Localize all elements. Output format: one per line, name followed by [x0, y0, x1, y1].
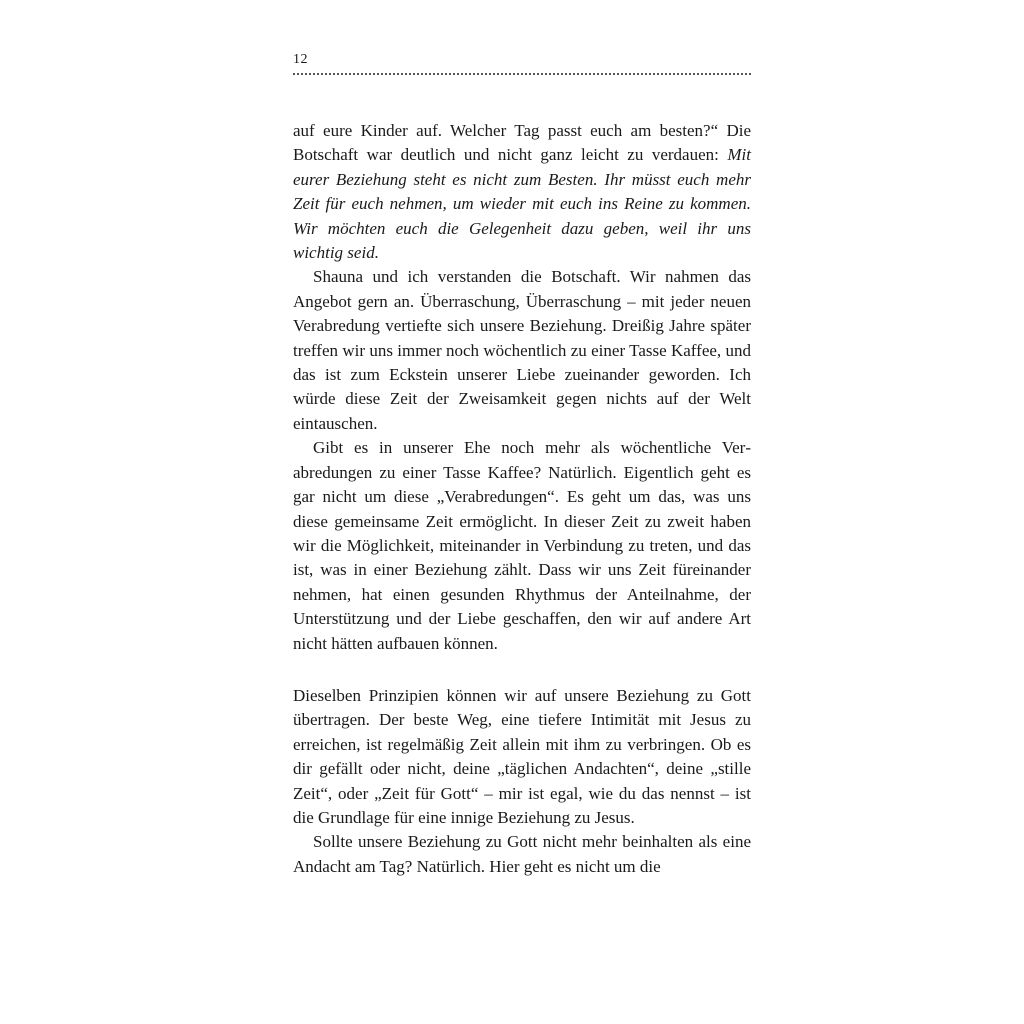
paragraph-5: Sollte unsere Beziehung zu Gott nicht mehr beinhalten als eine Andacht am Tag? Natürlich. Hier geht es nicht um die: [293, 832, 751, 876]
paragraph-3: Gibt es in unserer Ehe noch mehr als wöchentliche Verabredungen zu einer Tasse Kaffee? Natürlich. Eigentlich geht es gar nicht um diese „Verabredungen“. Es geht um das, was uns diese gemeinsame Zeit ermöglicht. In dieser Zeit zu zweit haben wir die Möglichkeit, miteinander in Verbindung zu treten, und das ist, was in einer Beziehung zählt. Dass wir uns Zeit füreinander nehmen, hat einen gesunden Rhythmus der Anteilnahme, der Unterstützung und der Liebe geschaffen, den wir auf andere Art nicht hätten aufbauen können.: [293, 438, 751, 653]
paragraph-1-text: auf eure Kinder auf. Welcher Tag passt euch am besten?“ Die Botschaft war deutlich und nicht ganz leicht zu verdauen:: [293, 121, 751, 165]
paragraph-1: [293, 119, 751, 265]
page-number: 12: [293, 52, 308, 67]
text-section-1: [293, 119, 751, 656]
paragraph-4: Dieselben Prinzipien können wir auf unsere Beziehung zu Gott übertragen. Der beste Weg, eine tiefere Intimität mit Jesus zu erreichen, ist regelmäßig Zeit allein mit ihm zu verbringen. Ob es dir gefällt oder nicht, deine „täglichen Andachten“, deine „stille Zeit“, oder „Zeit für Gott“ – mir ist egal, wie du das nennst – ist die Grundlage für eine innige Beziehung zu Jesus.: [293, 686, 751, 828]
paragraph-2: Shauna und ich verstanden die Botschaft. Wir nahmen das Angebot gern an. Überraschung, Überraschung – mit jeder neuen Verabredung vertiefte sich unsere Beziehung. Dreißig Jahre später treffen wir uns immer noch wöchentlich zu einer Tasse Kaffee, und das ist zum Eckstein unserer Liebe zueinander geworden. Ich würde diese Zeit der Zweisamkeit gegen nichts auf der Welt eintauschen.: [293, 267, 751, 433]
header-dotted-rule: [293, 73, 751, 75]
paragraph-1-italic: Mit eurer Beziehung steht es nicht zum Besten. Ihr müsst euch mehr Zeit für euch nehmen, um wieder mit euch ins Reine zu kommen. Wir möchten euch die Gelegenheit dazu geben, weil ihr uns wichtig seid.: [293, 145, 751, 263]
text-section-2: [293, 684, 751, 879]
